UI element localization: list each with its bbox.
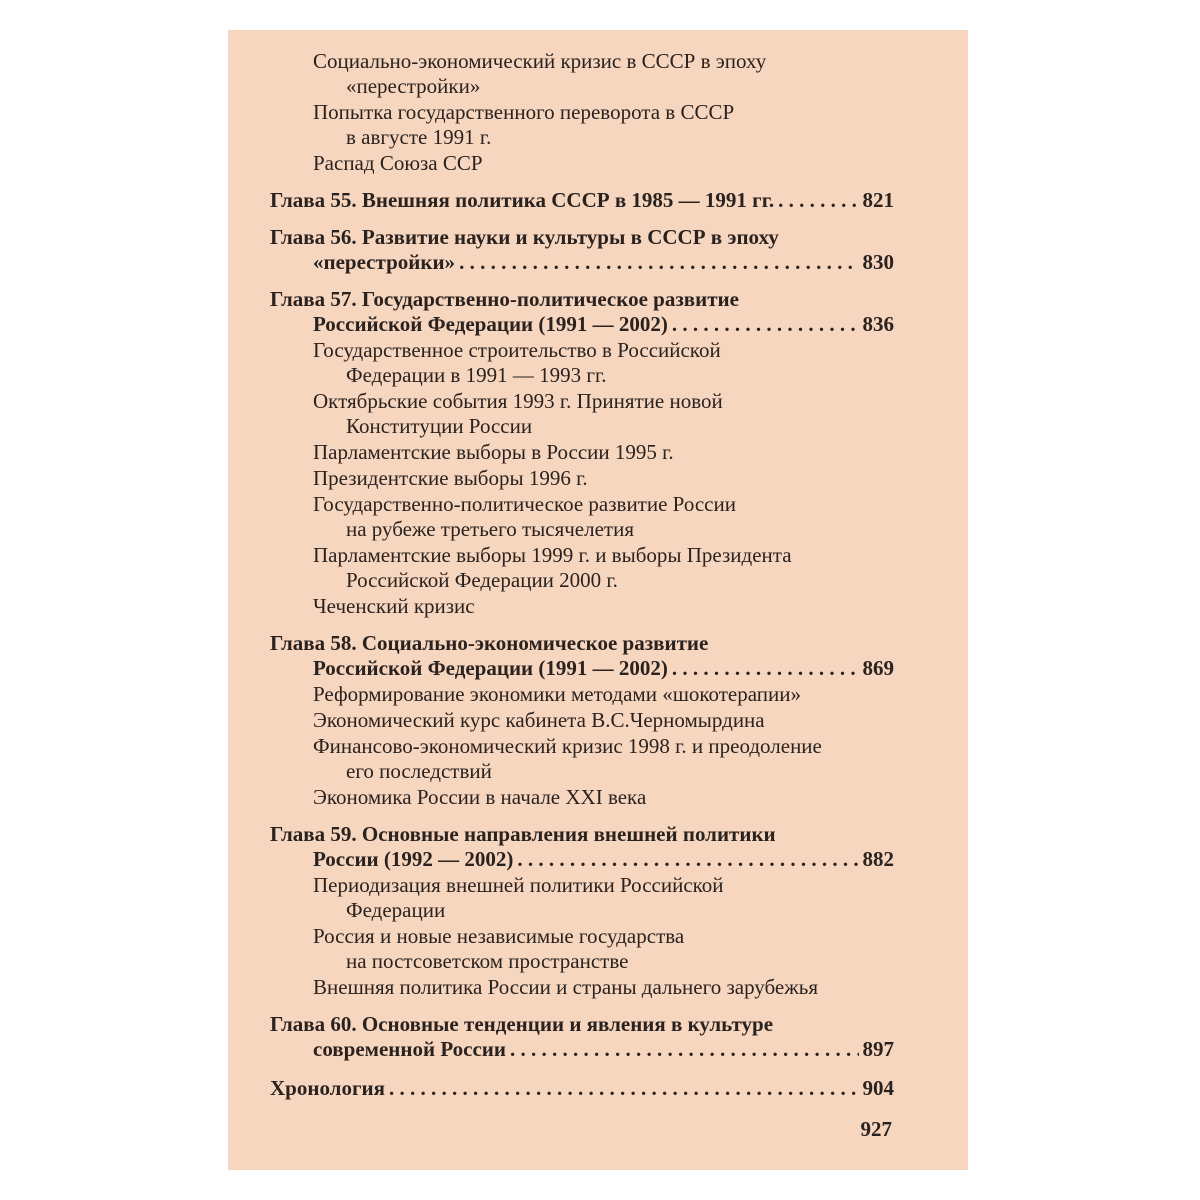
toc-subsection [270,543,894,593]
page-ref: 836 [862,312,894,336]
chapter-57-subsections [270,338,894,619]
subsection-line-1: Попытка государственного переворота в СССР [313,100,735,124]
chapter-title-line [270,1037,894,1062]
chapter-58-subsections [270,682,894,810]
toc-chronology [270,1076,894,1101]
subsection-line-1: Чеченский кризис [313,594,475,618]
toc-chapter-57 [270,287,894,337]
dot-leader [672,312,859,337]
toc-subsection [270,682,894,707]
subsection-line-1: Экономический курс кабинета В.С.Черномырдина [313,708,765,732]
chapter-heading: Глава 57. Государственно-политическое развитие [270,287,739,311]
page-ref: 904 [862,1076,894,1100]
page-number: 927 [860,1117,892,1141]
chapter-title-line [270,847,894,872]
toc-chapter-56 [270,225,894,275]
chapter-title: Глава 55. Внешняя политика СССР в 1985 — 1991 гг. [270,188,775,212]
subsection-line-1: Октябрьские события 1993 г. Принятие новой [313,389,723,413]
chapter-title-line [270,1076,894,1101]
toc-subsection [270,873,894,923]
toc-subsection [270,151,894,176]
chapter-heading: Глава 59. Основные направления внешней политики [270,822,776,846]
dot-leader [672,656,859,681]
subsection-line-1: Президентские выборы 1996 г. [313,466,588,490]
dot-leader [778,188,858,213]
toc-subsection [270,440,894,465]
toc-subsection [270,594,894,619]
chapter-title-line [270,312,894,337]
subsection-line-2: на постсоветском пространстве [346,949,629,973]
chapter-59-subsections [270,873,894,1000]
subsection-line-2: в августе 1991 г. [346,125,492,149]
subsection-line-1: Реформирование экономики методами «шокотерапии» [313,682,801,706]
subsection-line-2: его последствий [346,759,492,783]
table-of-contents [270,48,894,1101]
chapter-title-line [270,188,894,213]
page-ref: 897 [862,1037,894,1061]
chapter-title-continued: России (1992 — 2002) [313,847,514,871]
chapter-title-continued: «перестройки» [313,250,456,274]
intro-section [270,49,894,176]
chapter-title-continued: Российской Федерации (1991 — 2002) [313,656,668,680]
dot-leader [517,847,858,872]
toc-subsection [270,466,894,491]
chapter-heading: Глава 58. Социально-экономическое развитие [270,631,709,655]
toc-subsection [270,338,894,388]
subsection-line-2: Российской Федерации 2000 г. [346,568,618,592]
chapter-title-continued: современной России [313,1037,506,1061]
dot-leader [510,1037,859,1062]
toc-chapter-60 [270,1012,894,1062]
subsection-line-2: «перестройки» [346,74,481,98]
toc-subsection [270,924,894,974]
page-ref: 869 [862,656,894,680]
dot-leader [389,1076,859,1101]
toc-subsection [270,492,894,542]
subsection-line-2: Федерации в 1991 — 1993 гг. [346,363,607,387]
book-page [228,30,968,1170]
chapter-heading: Глава 56. Развитие науки и культуры в СССР в эпоху [270,225,779,249]
subsection-line-1: Внешняя политика России и страны дальнего зарубежья [313,975,818,999]
toc-subsection [270,100,894,150]
subsection-line-2: Конституции России [346,414,533,438]
toc-chapter-59 [270,822,894,872]
toc-subsection [270,785,894,810]
subsection-line-1: Россия и новые независимые государства [313,924,685,948]
subsection-line-1: Финансово-экономический кризис 1998 г. и преодоление [313,734,822,758]
subsection-line-1: Государственное строительство в Российской [313,338,721,362]
dot-leader [459,250,858,275]
chapter-title: Хронология [270,1076,385,1100]
subsection-line-1: Парламентские выборы 1999 г. и выборы Президента [313,543,792,567]
toc-subsection [270,49,894,99]
toc-subsection [270,734,894,784]
chapter-heading: Глава 60. Основные тенденции и явления в культуре [270,1012,774,1036]
subsection-line-1: Государственно-политическое развитие России [313,492,736,516]
toc-chapter-55 [270,188,894,213]
subsection-line-1: Экономика России в начале XXI века [313,785,647,809]
chapter-title-line [270,656,894,681]
subsection-line-1: Социально-экономический кризис в СССР в эпоху [313,49,767,73]
subsection-line-1: Периодизация внешней политики Российской [313,873,724,897]
page-ref: 821 [862,188,894,212]
subsection-line-2: на рубеже третьего тысячелетия [346,517,634,541]
chapter-title-continued: Российской Федерации (1991 — 2002) [313,312,668,336]
toc-subsection [270,975,894,1000]
page-ref: 830 [862,250,894,274]
subsection-line-1: Распад Союза ССР [313,151,483,175]
subsection-line-1: Парламентские выборы в России 1995 г. [313,440,674,464]
toc-subsection [270,389,894,439]
subsection-line-2: Федерации [346,898,446,922]
toc-subsection [270,708,894,733]
chapter-title-line [270,250,894,275]
toc-chapter-58 [270,631,894,681]
page-ref: 882 [862,847,894,871]
